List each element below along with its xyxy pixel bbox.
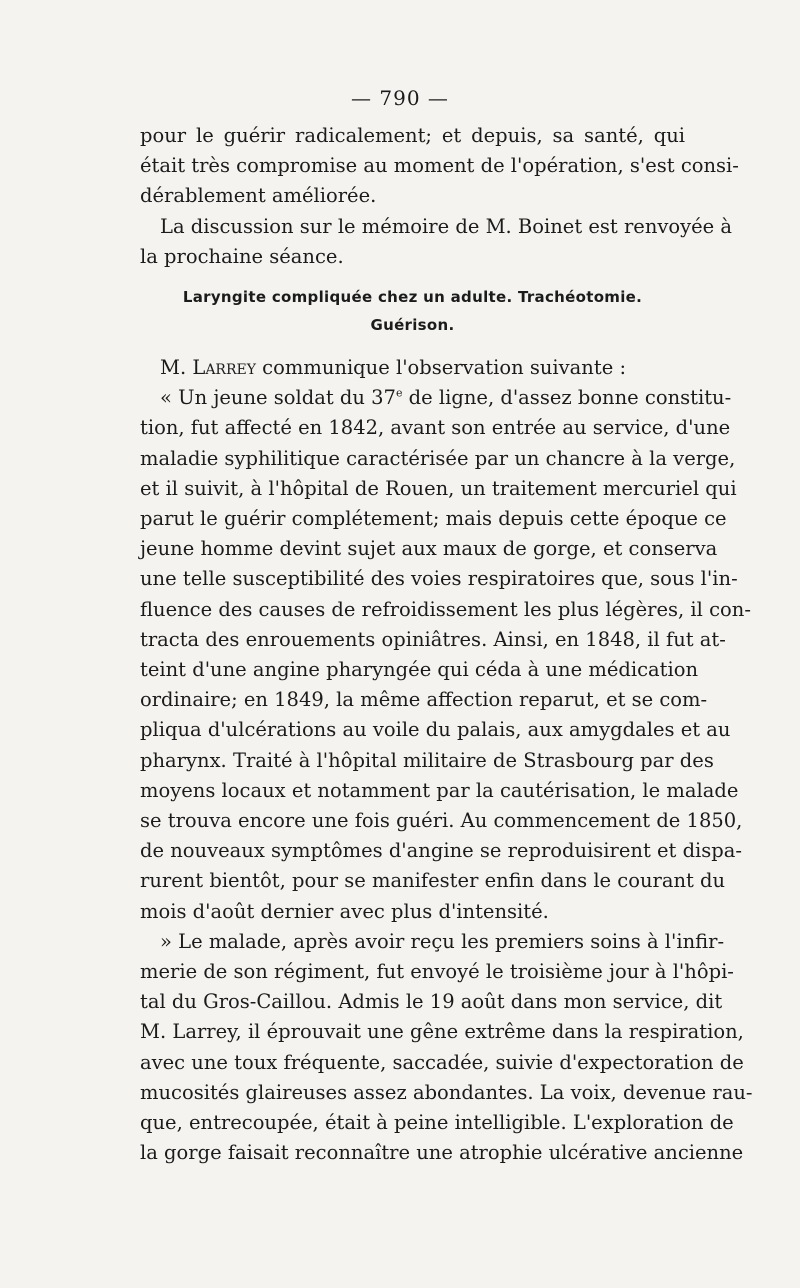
text-line: maladie syphilitique caractérisée par un chancre à la verge, <box>140 446 736 470</box>
page-number: — 790 — <box>351 86 449 110</box>
paragraph-observation <box>140 383 751 927</box>
text-line: que, entrecoupée, était à peine intelligible. L'exploration de <box>140 1111 734 1135</box>
section-heading <box>140 283 685 339</box>
text-line: merie de son régiment, fut envoyé le troisième jour à l'hôpi- <box>140 960 734 984</box>
text-line: la prochaine séance. <box>140 244 344 268</box>
text-line: La discussion sur le mémoire de M. Boinet est renvoyée à <box>160 214 733 238</box>
paragraph-intro <box>140 353 685 383</box>
text-line: » Le malade, après avoir reçu les premiers soins à l'infir- <box>160 929 725 953</box>
text-line: tal du Gros-Caillou. Admis le 19 août dans mon service, dit <box>140 990 723 1014</box>
paragraph-continued <box>140 121 739 212</box>
text-line: mois d'août dernier avec plus d'intensité. <box>140 899 549 923</box>
text-line: rurent bientôt, pour se manifester enfin dans le courant du <box>140 869 726 893</box>
text-fragment: « Un jeune soldat du 37 <box>160 386 396 410</box>
text-line: M. Larrey, il éprouvait une gêne extrême dans la respiration, <box>140 1020 744 1044</box>
text-line: pharynx. Traité à l'hôpital militaire de Strasbourg par des <box>140 748 714 772</box>
heading-line: Laryngite compliquée chez un adulte. Trachéotomie. <box>182 288 643 307</box>
text-line: pour le guérir radicalement; et depuis, sa santé, qui <box>140 124 685 147</box>
text-line: parut le guérir complétement; mais depuis cette époque ce <box>140 507 727 531</box>
text-line: se trouva encore une fois guéri. Au commencement de 1850, <box>140 809 743 833</box>
text-line: fluence des causes de refroidissement les plus légères, il con- <box>140 597 751 621</box>
text-line: de nouveaux symptômes d'angine se reproduisirent et dispa- <box>140 839 742 863</box>
text-line: teint d'une angine pharyngée qui céda à une médication <box>140 658 699 682</box>
text-line: une telle susceptibilité des voies respiratoires que, sous l'in- <box>140 567 738 591</box>
text-fragment: communique l'observation suivante : <box>255 356 627 380</box>
author-name: Larrey <box>192 356 256 380</box>
text-line: dérablement améliorée. <box>140 184 377 208</box>
body-text <box>140 121 753 1169</box>
paragraph-admission <box>140 927 753 1169</box>
text-line: et il suivit, à l'hôpital de Rouen, un traitement mercuriel qui <box>140 476 737 500</box>
text-line: tracta des enrouements opiniâtres. Ainsi, en 1848, il fut at- <box>140 627 726 651</box>
text-line <box>140 353 685 383</box>
ordinal-suffix: e <box>395 386 403 400</box>
text-line: était très compromise au moment de l'opération, s'est consi- <box>140 154 739 178</box>
text-fragment: de ligne, d'assez bonne constitu- <box>402 386 732 410</box>
text-line: la gorge faisait reconnaître une atrophie ulcérative ancienne <box>140 1141 744 1165</box>
text-line: mucosités glaireuses assez abondantes. La voix, devenue rau- <box>140 1080 753 1104</box>
text-line: ordinaire; en 1849, la même affection reparut, et se com- <box>140 688 708 712</box>
text-line: avec une toux fréquente, saccadée, suivie d'expectoration de <box>140 1050 744 1074</box>
text-line: jeune homme devint sujet aux maux de gorge, et conserva <box>140 537 718 561</box>
paragraph-discussion <box>140 212 733 272</box>
text-line: tion, fut affecté en 1842, avant son entrée au service, d'une <box>140 416 731 440</box>
text-line <box>140 383 732 413</box>
text-line: moyens locaux et notamment par la cautérisation, le malade <box>140 778 739 802</box>
text-line: pliqua d'ulcérations au voile du palais, aux amygdales et au <box>140 718 731 742</box>
text-fragment: M. <box>160 356 193 380</box>
heading-line: Guérison. <box>370 316 455 335</box>
